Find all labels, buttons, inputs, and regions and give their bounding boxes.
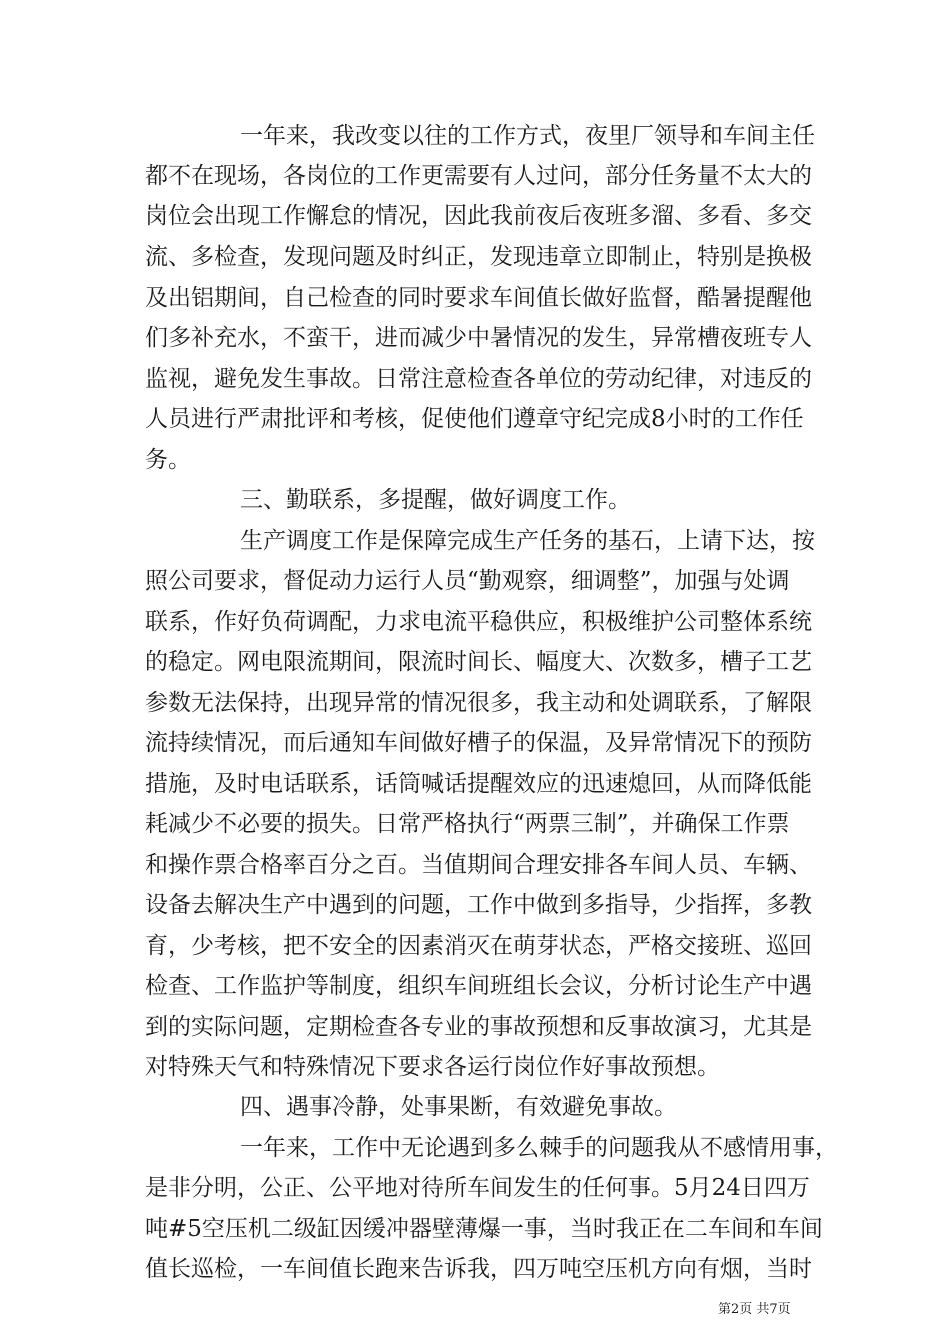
text-line: 一年来，我改变以往的工作方式，夜里厂领导和车间主任 (240, 123, 815, 149)
text-line: 流持续情况，而后通知车间做好槽子的保温，及异常情况下的预防 (145, 730, 812, 756)
text-line: 监视，避免发生事故。日常注意检查各单位的劳动纪律，对违反的 (145, 366, 812, 392)
text-line: 检查、工作监护等制度，组织车间班组长会议，分析讨论生产中遇 (145, 973, 812, 999)
text-line: 值长巡检，一车间值长跑来告诉我，四万吨空压机方向有烟，当时 (145, 1256, 812, 1282)
text-line: 到的实际问题，定期检查各专业的事故预想和反事故演习，尤其是 (145, 1014, 812, 1040)
text-line: 是非分明，公正、公平地对待所车间发生的任何事。5月24日四万 (145, 1175, 810, 1201)
text-line: 及出铝期间，自己检查的同时要求车间值长做好监督，酷暑提醒他 (145, 285, 812, 311)
text-line: 和操作票合格率百分之百。当值期间合理安排各车间人员、车辆、 (145, 852, 812, 878)
text-line: 照公司要求，督促动力运行人员“勤观察，细调整”，加强与处调 (145, 568, 790, 594)
text-line: 流、多检查，发现问题及时纠正，发现违章立即制止，特别是换极 (145, 244, 812, 270)
text-line: 措施，及时电话联系，话筒喊话提醒效应的迅速熄回，从而降低能 (145, 771, 812, 797)
text-line: 耗减少不必要的损失。日常严格执行“两票三制”，并确保工作票 (145, 811, 790, 837)
text-line: 一年来，工作中无论遇到多么棘手的问题我从不感情用事， (240, 1135, 838, 1161)
text-line: 务。 (145, 447, 191, 473)
text-line: 参数无法保持，出现异常的情况很多，我主动和处调联系，了解限 (145, 690, 812, 716)
text-line: 吨#5空压机二级缸因缓冲器壁薄爆一事，当时我正在二车间和车间 (145, 1216, 823, 1242)
text-line: 对特殊天气和特殊情况下要求各运行岗位作好事故预想。 (145, 1054, 720, 1080)
text-line: 都不在现场，各岗位的工作更需要有人过问，部分任务量不太大的 (145, 163, 812, 189)
text-line: 的稳定。网电限流期间，限流时间长、幅度大、次数多，槽子工艺 (145, 649, 812, 675)
text-line: 生产调度工作是保障完成生产任务的基石，上请下达，按 (240, 528, 815, 554)
text-line: 人员进行严肃批评和考核，促使他们遵章守纪完成8小时的工作任 (145, 406, 804, 432)
text-line: 们多补充水，不蛮干，进而减少中暑情况的发生，异常槽夜班专人 (145, 325, 812, 351)
text-line: 设备去解决生产中遇到的问题，工作中做到多指导，少指挥，多教 (145, 892, 812, 918)
text-line: 育，少考核，把不安全的因素消灭在萌芽状态，严格交接班、巡回 (145, 933, 812, 959)
text-line: 岗位会出现工作懈怠的情况，因此我前夜后夜班多溜、多看、多交 (145, 203, 812, 229)
page-number-footer: 第2页 共7页 (718, 1302, 791, 1317)
text-line: 联系，作好负荷调配，力求电流平稳供应，积极维护公司整体系统 (145, 609, 812, 635)
section-heading: 四、遇事冷静，处事果断，有效避免事故。 (240, 1094, 677, 1120)
section-heading: 三、勤联系，多提醒，做好调度工作。 (240, 487, 631, 513)
